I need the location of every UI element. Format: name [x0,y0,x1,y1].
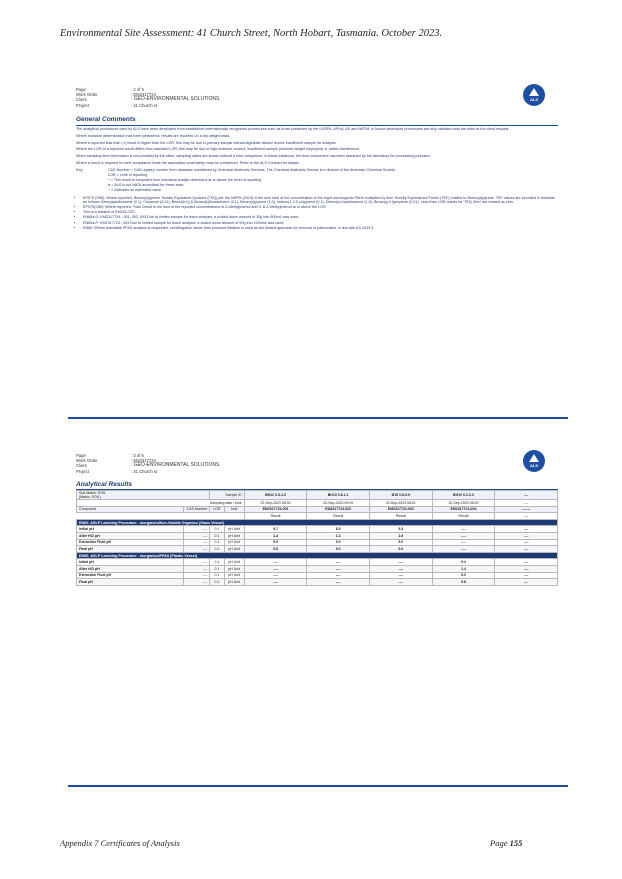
sampling-date: 22-Sep-2023 08:20 [432,500,495,507]
sampling-date: 22-Sep-2023 08:30 [244,500,307,507]
meta-label: Client [76,463,87,469]
method-note: • EN60a-G: EM2317724 - 001, 002, 003 Due to limited sample for leach analysis, a scaled down amount of 30g into 600mL was used. [83,215,558,220]
cas-number: ---- [184,546,210,553]
meta-value: : GEO-ENVIRONMENTAL SOLUTIONS [131,96,220,103]
sample-id: BH13 0.8-1.1 [307,491,370,500]
table-row [77,539,558,546]
cert2-meta [76,453,219,474]
matrix-label: (Matrix: SOIL) [79,495,101,499]
appendix-label: Appendix 7 Certificates of Analysis [60,838,180,848]
method-group-title: EN60: ASLP Leaching Procedure - Inorganics/PFAS (Plastic Vessel) [77,552,558,559]
result-value: ---- [244,579,307,586]
result-value: ---- [370,572,433,579]
section-divider [76,125,558,126]
result-value: ---- [307,559,370,566]
result-value: 9.4 [432,559,495,566]
comment-paragraph: Where a reported less than (<) result is higher than the LOR, this may be due to primary sample extract/digestate dilution and/or insufficient sample for analysis. [76,140,337,145]
meta-value: : 41 Church st [131,102,158,108]
analytical-results-table [76,490,558,586]
result-label: Result [432,513,495,520]
result-value: 5.0 [244,539,307,546]
key-block [76,168,558,193]
comment-paragraph: The analytical procedures used by ALS have been developed from established internationally recognised procedures such as those published by the USEPA, APHA, AS and NEPM. In house developed procedures are fully validated and are often at the client request. [76,127,510,131]
meta-value: : EM2317724 [131,92,156,98]
result-value: 5.0 [370,539,433,546]
sample-id: BH12 0.5-1.0 [244,491,307,500]
method-note: • EP075 (SIM): Where reported, Benzo(a)pyrene Toxicity Equivalent Quotient (TEQ) per the NEPM (2013) is the sum total of the concentration of the eight carcinogenic PAHs multiplied by their Toxicity Equivalence Factor (TEF) relative to Benzo(a)pyrene. TEF values are provided in brackets as follows: Benz(a)anthracene (0.1), Chrysene (0.01), Benzo(b+j) & Benzo(k)fluoranthene (0.1), Benzo(a)pyrene (1.0), Indeno(1.2.3.cd)pyrene (0.1), Dibenz(a.h)anthracene (1.0), Benzo(g.h.i)perylene (0.01). Less than LOR results for 'TEQ Zero' are treated as zero. [83,196,558,205]
meta-label: Page [76,87,86,92]
table-row [77,579,558,586]
sample-id: B15 0.6-0.9 [370,491,433,500]
lab-id: ------- [495,506,558,513]
comment-paragraph: Where a result is required to meet compliance limits the associated uncertainty must be considered. Refer to the ALS Contract for details. [76,160,300,165]
lab-id: EM2317724-003 [370,506,433,513]
result-value: ---- [432,546,495,553]
page-number-value: 155 [509,838,523,848]
als-logo [523,84,545,106]
unit-value: pH Unit [224,579,244,586]
analyte-name: Extraction Fluid pH [77,572,184,579]
sampling-date-row [77,500,558,507]
unit-value: pH Unit [224,532,244,539]
result-label: Result [370,513,433,520]
key-item: ø = ALS is not NATA accredited for these tests. [108,182,185,187]
meta-value: : EM2317724 [131,458,156,464]
method-group-header [77,519,558,526]
method-note: • EP075(SIM): Where reported, Total Cresol is the sum of the reported concentrations of 2-Methylphenol and 3- & 4-Methylphenol at or above the LOR. [83,205,558,210]
method-note: • EN60a-P: EM2317724 - 004 Due to limited sample for leach analysis, a scaled down amount of 50g into 1000mL was used. [83,221,558,226]
method-group-title: EN60: ASLP Leaching Procedure - Inorganics/Non-Volatile Organics (Glass Vessel) [77,519,558,526]
result-value: ---- [495,532,558,539]
unit-value: pH Unit [224,526,244,533]
cas-number: ---- [184,559,210,566]
result-value: ---- [370,559,433,566]
page-number [490,838,522,848]
lor-value: 0.1 [210,546,224,553]
result-value: ---- [244,572,307,579]
result-value: ---- [370,579,433,586]
result-value: 5.8 [432,579,495,586]
result-value: ---- [370,565,433,572]
lor-value: 0.1 [210,579,224,586]
sample-id-label: Sample ID [210,491,244,500]
result-value: 8.5 [307,526,370,533]
blank-cell [77,513,245,520]
analyte-name: Initial pH [77,559,184,566]
meta-label: Client [76,97,87,103]
table-row [77,532,558,539]
sample-id: BH10 0.2-0.3 [432,491,495,500]
cas-number: ---- [184,526,210,533]
result-value: ---- [432,539,495,546]
lor-header: LOR [210,506,224,513]
result-label: Result [307,513,370,520]
lor-value: 0.1 [210,532,224,539]
result-value: ---- [495,546,558,553]
logo-text: ALS [530,97,538,102]
lab-id: EM2317724-001 [244,506,307,513]
cas-header: CAS Number [184,506,210,513]
result-value: ---- [495,559,558,566]
certificate-separator [68,785,568,787]
key-items [108,168,396,193]
analyte-name: Final pH [77,546,184,553]
unit-value: pH Unit [224,539,244,546]
analyte-name: Initial pH [77,526,184,533]
lor-value: 0.1 [210,572,224,579]
general-comments-body [76,127,558,231]
cas-number: ---- [184,532,210,539]
result-value: 1.6 [370,532,433,539]
lab-id: EM2317724-002 [307,506,370,513]
result-value: ---- [244,559,307,566]
logo-text: ALS [530,463,538,468]
comment-paragraph: Where moisture determination has been performed, results are reported on a dry weight basis. [76,133,231,138]
lor-value: 0.1 [210,539,224,546]
result-value: ---- [307,572,370,579]
result-value: 1.4 [432,565,495,572]
method-notes [76,196,558,231]
meta-label: Project [76,102,90,108]
comment-paragraph: When sampling time information is not provided by the client, sampling dates are shown without a time component. In these instances, the time component has been assumed by the laboratory for processing purposes. [76,154,431,159]
lor-value: 0.1 [210,559,224,566]
unit-value: pH Unit [224,559,244,566]
result-value: 5.0 [370,546,433,553]
result-label: Result [244,513,307,520]
cas-number: ---- [184,565,210,572]
lor-value: 0.1 [210,565,224,572]
method-note: • EN60: Where leachable PFAS analysis is requested, centrifugation rather than pressure filtration is used as the default approach for removal of particulates, in line with AS 4439.3. [83,226,558,231]
result-value: 9.7 [244,526,307,533]
table-row [77,565,558,572]
result-label-row [77,513,558,520]
analyte-name: Extraction Fluid pH [77,539,184,546]
compound-header: Compound [77,506,184,513]
result-value: ---- [495,526,558,533]
meta-label: Work Order [76,92,98,98]
sampling-date: ---- [495,500,558,507]
result-value: ---- [495,579,558,586]
result-value: ---- [432,532,495,539]
column-header-row [77,506,558,513]
sampling-date: 22-Sep-2023 09:00 [307,500,370,507]
cas-number: ---- [184,579,210,586]
submatrix-label: Sub-Matrix: SOIL [79,491,106,495]
result-value: 1.4 [244,532,307,539]
lab-id: EM2317724-004 [432,506,495,513]
analytical-results-title: Analytical Results [76,481,132,488]
matrix-cell [77,491,210,500]
result-value: ---- [495,572,558,579]
result-value: ---- [495,539,558,546]
analyte-name: Final pH [77,579,184,586]
table-row [77,559,558,566]
logo-triangle-icon [529,88,539,96]
lor-value: 0.1 [210,526,224,533]
result-value: 1.4 [307,532,370,539]
logo-triangle-icon [529,454,539,462]
general-comments-title: General Comments [76,116,136,123]
meta-value: : 41 Church st [131,468,158,474]
key-label: Key : [76,167,85,172]
sampling-date: 22-Sep-2023 08:51 [370,500,433,507]
analyte-name: After HCl pH [77,532,184,539]
meta-value: : 2 of 5 [131,87,144,92]
result-value: 5.0 [307,539,370,546]
meta-label: Page [76,453,86,458]
result-value: 9.3 [370,526,433,533]
table-row [77,546,558,553]
key-item: CAS Number = CAS registry number from database maintained by Chemical Abstracts Services. The Chemical Abstracts Service is a division of the American Chemical Society. [108,167,396,172]
unit-value: pH Unit [224,565,244,572]
result-value: ---- [432,526,495,533]
analyte-name: After HCl pH [77,565,184,572]
result-value: 5.0 [307,546,370,553]
sampling-date-label: Sampling date / time [77,500,245,507]
table-row [77,572,558,579]
cas-number: ---- [184,539,210,546]
result-value: ---- [244,565,307,572]
page-label: Page [490,838,508,848]
result-value: ---- [307,565,370,572]
unit-value: pH Unit [224,546,244,553]
cas-number: ---- [184,572,210,579]
comment-paragraph: Where the LOR of a reported result differs from standard LOR, this may be due to high moisture content, insufficient sample (reduced weight employed) or matrix interference. [76,147,361,152]
meta-value: : 3 of 5 [131,453,144,458]
key-item: ~ = Indicates an estimated value. [108,187,163,192]
meta-label: Project [76,468,90,474]
report-header: Environmental Site Assessment: 41 Church Street, North Hobart, Tasmania. October 2023. [60,28,443,39]
result-value: 5.8 [244,546,307,553]
meta-value: : GEO-ENVIRONMENTAL SOLUTIONS [131,462,220,469]
meta-label: Work Order [76,458,98,464]
unit-header: Unit [224,506,244,513]
result-label: ---- [495,513,558,520]
sample-id: ---- [495,491,558,500]
result-value: ---- [307,579,370,586]
unit-value: pH Unit [224,572,244,579]
result-value: ---- [495,565,558,572]
key-item: ^ = This result is computed from individual analyte detections at or above the level of reporting [108,177,262,182]
certificate-separator [68,417,568,419]
key-item: LOR = Limit of reporting [108,172,148,177]
als-logo [523,450,545,472]
method-group-header [77,552,558,559]
result-value: 5.0 [432,572,495,579]
method-note: • This is a rebatch of EM2317207. [83,210,558,215]
cert1-meta [76,87,219,108]
table-row [77,526,558,533]
sample-id-row [77,491,558,500]
